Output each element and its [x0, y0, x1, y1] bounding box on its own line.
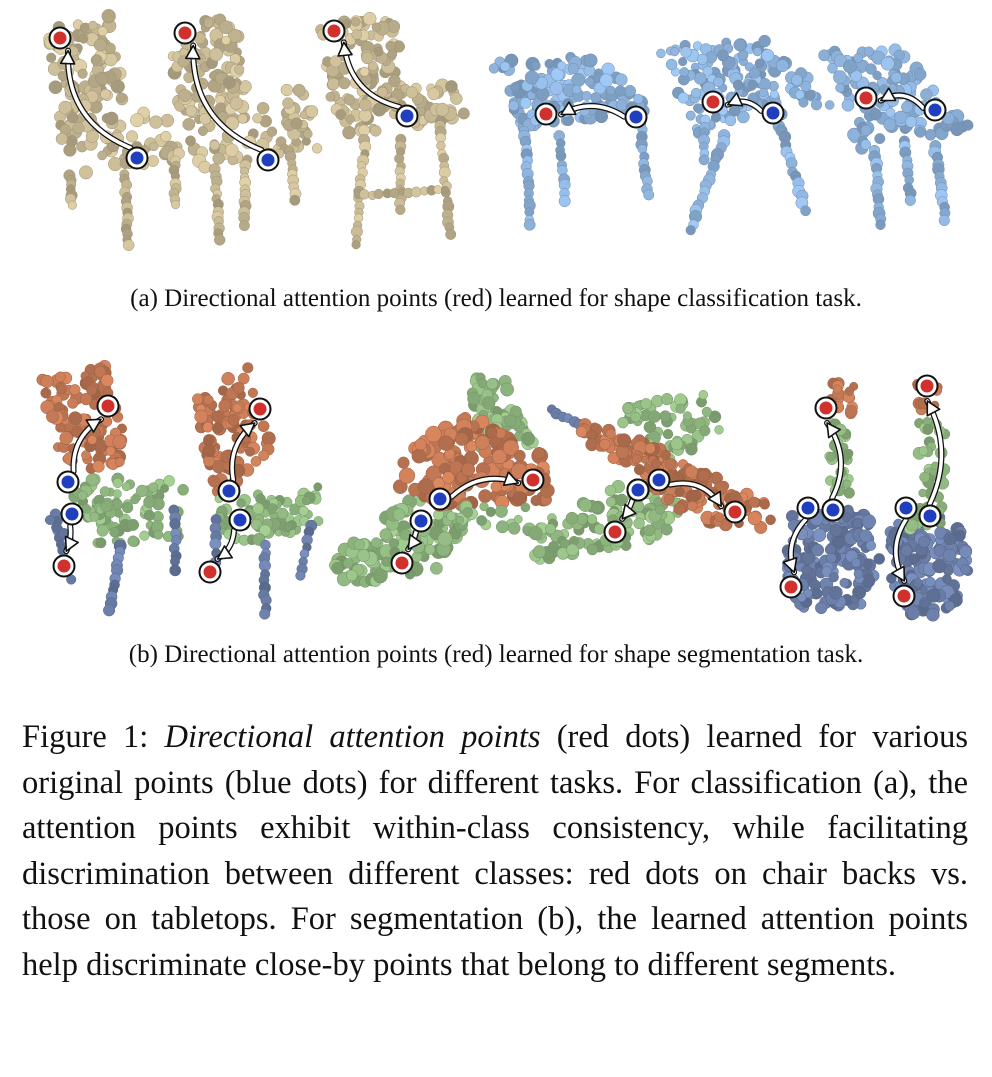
original-point — [920, 506, 941, 527]
attention-point — [175, 23, 196, 44]
attention-point — [523, 470, 544, 491]
original-point — [230, 510, 251, 531]
original-point — [258, 150, 279, 171]
classification-point-clouds — [0, 0, 992, 268]
attention-point — [200, 562, 221, 583]
original-point — [823, 500, 844, 521]
attention-point — [725, 502, 746, 523]
table-point-cloud — [489, 52, 654, 230]
attention-point — [50, 28, 71, 49]
original-point — [628, 480, 649, 501]
original-point — [430, 489, 451, 510]
attention-point — [54, 556, 75, 577]
caption-emphasis: Directional attention points — [164, 719, 541, 755]
panel-b-caption: (b) Directional attention points (red) learned for shape segmentation task. — [128, 641, 864, 668]
airplane-point-cloud — [329, 373, 554, 588]
original-point — [798, 498, 819, 519]
attention-point — [392, 553, 413, 574]
original-point — [763, 103, 784, 124]
attention-point — [324, 21, 345, 42]
figure-caption — [22, 715, 968, 988]
original-point — [62, 504, 83, 525]
original-point — [127, 148, 148, 169]
table-point-cloud — [656, 35, 834, 235]
original-point — [411, 511, 432, 532]
attention-point — [250, 399, 271, 420]
original-point — [896, 498, 917, 519]
table-point-cloud — [819, 44, 974, 230]
figure-label: Figure 1: — [22, 719, 149, 755]
figure-panel-a — [0, 0, 992, 268]
panel-a-caption: (a) Directional attention points (red) learned for shape classification task. — [130, 285, 862, 312]
original-point — [649, 470, 670, 491]
figure-panel-b — [0, 360, 992, 626]
attention-point — [605, 522, 626, 543]
attention-point — [917, 376, 938, 397]
segmentation-point-clouds — [0, 360, 992, 626]
original-point — [626, 107, 647, 128]
original-point — [925, 100, 946, 121]
attention-point — [781, 577, 802, 598]
attention-point — [894, 586, 915, 607]
attention-point — [98, 396, 119, 417]
stool-point-cloud — [315, 12, 469, 249]
original-point — [219, 481, 240, 502]
caption-text: (red dots) learned for various original points (blue dots) for different tasks. For classification (a), the attention points exhibit within-class consistency, while facilitating discrimination between different classes: red dots on chair backs vs. those on tabletops. For segmentation (b), the learned attention points help discriminate close-by points that belong to different segments. — [22, 719, 968, 983]
attention-point — [816, 398, 837, 419]
original-point — [397, 106, 418, 127]
attention-point — [536, 104, 557, 125]
attention-point — [856, 88, 877, 109]
original-point — [58, 472, 79, 493]
attention-point — [703, 92, 724, 113]
